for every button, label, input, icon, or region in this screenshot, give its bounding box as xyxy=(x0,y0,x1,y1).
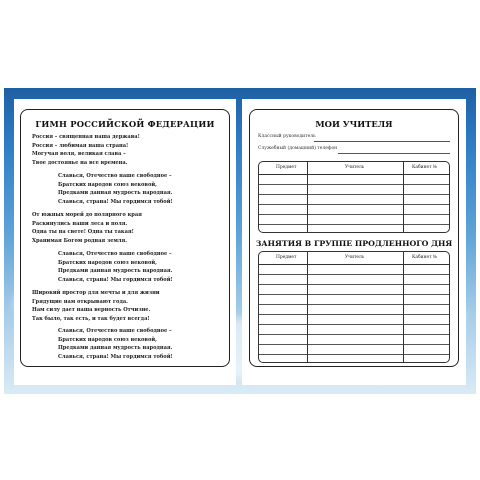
anthem-line: Россия – священная наша держава! xyxy=(32,134,140,140)
anthem-line: Твое достоянье на все времена. xyxy=(32,159,128,166)
table-row xyxy=(259,205,449,215)
anthem-line: Широкий простор для мечты и для жизни xyxy=(32,290,160,296)
column-divider xyxy=(403,252,404,362)
table-row xyxy=(259,325,449,335)
header-teacher: Учитель xyxy=(345,255,365,260)
anthem-line: Славься, Отечество наше свободное – xyxy=(58,328,172,334)
anthem-chorus-3 xyxy=(58,327,173,361)
anthem-line: Славься, Отечество наше свободное – xyxy=(58,173,172,179)
table-row xyxy=(259,345,449,355)
table-row xyxy=(259,285,449,295)
afterschool-table-header xyxy=(259,252,449,265)
phone-line xyxy=(338,153,450,154)
table-row xyxy=(259,225,449,232)
anthem-line: Так было, так есть, и так будет всегда! xyxy=(32,315,150,322)
table-row xyxy=(259,265,449,275)
anthem-stanza-2 xyxy=(32,211,142,245)
anthem-line: Хранимая Богом родная земля. xyxy=(32,237,128,244)
table-row xyxy=(259,295,449,305)
anthem-stanza-3 xyxy=(32,289,160,323)
teachers-table xyxy=(258,161,450,233)
anthem-line: От южных морей до полярного края xyxy=(32,212,142,218)
table-row xyxy=(259,335,449,345)
anthem-line: Братских народов союз вековой, xyxy=(58,336,157,343)
header-subject: Предмет xyxy=(276,165,297,170)
table-row xyxy=(259,275,449,285)
anthem-line: Предками данная мудрость народная. xyxy=(58,190,173,197)
anthem-line: Предками данная мудрость народная. xyxy=(58,345,173,352)
anthem-line: Россия – любимая наша страна! xyxy=(32,142,129,149)
anthem-line: Братских народов союз вековой, xyxy=(58,259,157,266)
afterschool-title: ЗАНЯТИЯ В ГРУППЕ ПРОДЛЕННОГО ДНЯ xyxy=(255,239,453,248)
anthem-line: Могучая воля, великая слава – xyxy=(32,151,126,158)
anthem-stanza-1 xyxy=(32,133,140,167)
teachers-title: МОИ УЧИТЕЛЯ xyxy=(315,119,393,129)
anthem-line: Нам силу дает наша верность Отчизне. xyxy=(32,307,151,314)
header-room: Кабинет № xyxy=(412,165,438,170)
anthem-title: ГИМН РОССИЙСКОЙ ФЕДЕРАЦИИ xyxy=(35,119,215,129)
class-teacher-line xyxy=(314,141,450,142)
anthem-line: Предками данная мудрость народная. xyxy=(58,268,173,275)
table-row xyxy=(259,315,449,325)
table-row xyxy=(259,175,449,185)
class-teacher-label: Классный руководитель xyxy=(258,134,316,139)
table-row xyxy=(259,305,449,315)
anthem-line: Славься, Отечество наше свободное – xyxy=(58,251,172,257)
table-row xyxy=(259,215,449,225)
teachers-table-header xyxy=(259,162,449,175)
anthem-chorus-1 xyxy=(58,172,173,206)
anthem-line: Грядущие нам открывают года. xyxy=(32,298,128,305)
anthem-line: Славься, страна! Мы гордимся тобой! xyxy=(58,276,173,283)
anthem-line: Раскинулись наши леса и поля. xyxy=(32,220,128,227)
table-row xyxy=(259,195,449,205)
anthem-line: Братских народов союз вековой, xyxy=(58,181,157,188)
class-teacher-field xyxy=(258,134,450,143)
phone-field xyxy=(258,146,450,155)
header-subject: Предмет xyxy=(276,255,297,260)
anthem-line: Славься, страна! Мы гордимся тобой! xyxy=(58,353,173,360)
table-row xyxy=(259,355,449,362)
phone-label: Служебный (домашний) телефон xyxy=(258,146,338,151)
afterschool-table xyxy=(258,251,450,363)
table-row xyxy=(259,185,449,195)
header-room: Кабинет № xyxy=(412,255,438,260)
anthem-line: Славься, страна! Мы гордимся тобой! xyxy=(58,198,173,205)
anthem-line: Одна ты на свете! Одна ты такая! xyxy=(32,229,134,236)
anthem-frame xyxy=(20,109,230,367)
anthem-chorus-2 xyxy=(58,250,173,284)
header-teacher: Учитель xyxy=(345,165,365,170)
column-divider xyxy=(307,252,308,362)
teachers-frame xyxy=(249,109,459,367)
